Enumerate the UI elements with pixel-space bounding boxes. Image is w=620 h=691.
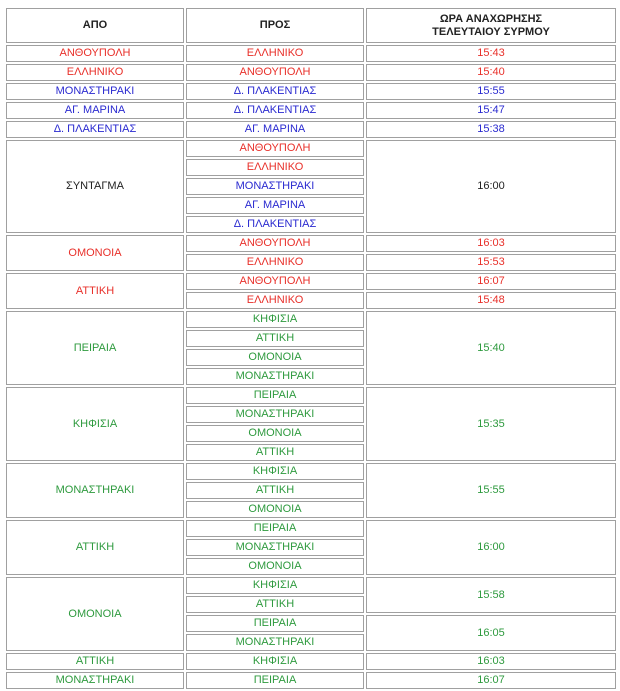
departure-time-cell: 16:07 bbox=[366, 273, 616, 290]
origin-station-cell: ΟΜΟΝΟΙΑ bbox=[6, 577, 184, 651]
destination-station-cell: ΕΛΛΗΝΙΚΟ bbox=[186, 159, 364, 176]
origin-station-cell: ΠΕΙΡΑΙΑ bbox=[6, 311, 184, 385]
destination-station-cell: ΠΕΙΡΑΙΑ bbox=[186, 520, 364, 537]
destination-station-cell: ΑΝΘΟΥΠΟΛΗ bbox=[186, 64, 364, 81]
departure-time-cell: 15:47 bbox=[366, 102, 616, 119]
departure-time-cell: 15:53 bbox=[366, 254, 616, 271]
origin-station-cell: ΑΝΘΟΥΠΟΛΗ bbox=[6, 45, 184, 62]
header-time-line2: ΤΕΛΕΥΤΑΙΟΥ ΣΥΡΜΟΥ bbox=[432, 25, 550, 38]
destination-station-cell: ΑΝΘΟΥΠΟΛΗ bbox=[186, 235, 364, 252]
destination-station-cell: ΑΝΘΟΥΠΟΛΗ bbox=[186, 140, 364, 157]
departure-time-cell: 15:58 bbox=[366, 577, 616, 613]
destination-station-cell: ΟΜΟΝΟΙΑ bbox=[186, 501, 364, 518]
table-row bbox=[6, 672, 616, 689]
table-row bbox=[6, 140, 616, 157]
destination-station-cell: ΚΗΦΙΣΙΑ bbox=[186, 653, 364, 670]
schedule-body bbox=[6, 45, 616, 689]
departure-time-cell: 16:03 bbox=[366, 653, 616, 670]
destination-station-cell: ΚΗΦΙΣΙΑ bbox=[186, 463, 364, 480]
header-from: ΑΠΟ bbox=[6, 8, 184, 43]
destination-station-cell: ΑΤΤΙΚΗ bbox=[186, 444, 364, 461]
destination-station-cell: ΕΛΛΗΝΙΚΟ bbox=[186, 254, 364, 271]
destination-station-cell: ΠΕΙΡΑΙΑ bbox=[186, 387, 364, 404]
departure-time-cell: 16:05 bbox=[366, 615, 616, 651]
origin-station-cell: ΕΛΛΗΝΙΚΟ bbox=[6, 64, 184, 81]
origin-station-cell: ΜΟΝΑΣΤΗΡΑΚΙ bbox=[6, 463, 184, 518]
table-row bbox=[6, 102, 616, 119]
destination-station-cell: ΑΝΘΟΥΠΟΛΗ bbox=[186, 273, 364, 290]
departure-time-cell: 15:43 bbox=[366, 45, 616, 62]
destination-station-cell: Δ. ΠΛΑΚΕΝΤΙΑΣ bbox=[186, 102, 364, 119]
header-row bbox=[6, 8, 616, 43]
departure-time-cell: 15:35 bbox=[366, 387, 616, 461]
destination-station-cell: ΟΜΟΝΟΙΑ bbox=[186, 349, 364, 366]
origin-station-cell: ΣΥΝΤΑΓΜΑ bbox=[6, 140, 184, 233]
table-row bbox=[6, 463, 616, 480]
table-row bbox=[6, 121, 616, 138]
destination-station-cell: ΑΓ. ΜΑΡΙΝΑ bbox=[186, 121, 364, 138]
departure-time-cell: 15:40 bbox=[366, 311, 616, 385]
header-time-line1: ΩΡΑ ΑΝΑΧΩΡΗΣΗΣ bbox=[439, 12, 543, 25]
departure-time-cell: 15:48 bbox=[366, 292, 616, 309]
departure-time-cell: 15:55 bbox=[366, 83, 616, 100]
destination-station-cell: ΑΤΤΙΚΗ bbox=[186, 596, 364, 613]
table-row bbox=[6, 653, 616, 670]
last-train-schedule-table bbox=[4, 6, 618, 691]
departure-time-cell: 16:00 bbox=[366, 520, 616, 575]
destination-station-cell: ΚΗΦΙΣΙΑ bbox=[186, 577, 364, 594]
table-row bbox=[6, 387, 616, 404]
table-row bbox=[6, 577, 616, 594]
departure-time-cell: 16:03 bbox=[366, 235, 616, 252]
destination-station-cell: ΠΕΙΡΑΙΑ bbox=[186, 615, 364, 632]
table-row bbox=[6, 83, 616, 100]
table-row bbox=[6, 273, 616, 290]
destination-station-cell: ΠΕΙΡΑΙΑ bbox=[186, 672, 364, 689]
table-row bbox=[6, 45, 616, 62]
destination-station-cell: ΑΓ. ΜΑΡΙΝΑ bbox=[186, 197, 364, 214]
origin-station-cell: ΑΤΤΙΚΗ bbox=[6, 520, 184, 575]
departure-time-cell: 15:55 bbox=[366, 463, 616, 518]
destination-station-cell: ΕΛΛΗΝΙΚΟ bbox=[186, 292, 364, 309]
table-row bbox=[6, 520, 616, 537]
departure-time-cell: 16:07 bbox=[366, 672, 616, 689]
destination-station-cell: ΟΜΟΝΟΙΑ bbox=[186, 425, 364, 442]
destination-station-cell: ΜΟΝΑΣΤΗΡΑΚΙ bbox=[186, 178, 364, 195]
destination-station-cell: ΑΤΤΙΚΗ bbox=[186, 330, 364, 347]
departure-time-cell: 15:38 bbox=[366, 121, 616, 138]
origin-station-cell: ΑΤΤΙΚΗ bbox=[6, 273, 184, 309]
destination-station-cell: ΟΜΟΝΟΙΑ bbox=[186, 558, 364, 575]
destination-station-cell: Δ. ΠΛΑΚΕΝΤΙΑΣ bbox=[186, 83, 364, 100]
destination-station-cell: Δ. ΠΛΑΚΕΝΤΙΑΣ bbox=[186, 216, 364, 233]
table-row bbox=[6, 311, 616, 328]
destination-station-cell: ΜΟΝΑΣΤΗΡΑΚΙ bbox=[186, 368, 364, 385]
destination-station-cell: ΕΛΛΗΝΙΚΟ bbox=[186, 45, 364, 62]
departure-time-cell: 16:00 bbox=[366, 140, 616, 233]
table-row bbox=[6, 235, 616, 252]
header-departure-time bbox=[366, 8, 616, 43]
destination-station-cell: ΜΟΝΑΣΤΗΡΑΚΙ bbox=[186, 634, 364, 651]
destination-station-cell: ΜΟΝΑΣΤΗΡΑΚΙ bbox=[186, 406, 364, 423]
origin-station-cell: ΑΓ. ΜΑΡΙΝΑ bbox=[6, 102, 184, 119]
destination-station-cell: ΑΤΤΙΚΗ bbox=[186, 482, 364, 499]
table-row bbox=[6, 64, 616, 81]
origin-station-cell: Δ. ΠΛΑΚΕΝΤΙΑΣ bbox=[6, 121, 184, 138]
origin-station-cell: ΟΜΟΝΟΙΑ bbox=[6, 235, 184, 271]
origin-station-cell: ΚΗΦΙΣΙΑ bbox=[6, 387, 184, 461]
destination-station-cell: ΚΗΦΙΣΙΑ bbox=[186, 311, 364, 328]
origin-station-cell: ΜΟΝΑΣΤΗΡΑΚΙ bbox=[6, 83, 184, 100]
destination-station-cell: ΜΟΝΑΣΤΗΡΑΚΙ bbox=[186, 539, 364, 556]
origin-station-cell: ΜΟΝΑΣΤΗΡΑΚΙ bbox=[6, 672, 184, 689]
origin-station-cell: ΑΤΤΙΚΗ bbox=[6, 653, 184, 670]
departure-time-cell: 15:40 bbox=[366, 64, 616, 81]
header-to: ΠΡΟΣ bbox=[186, 8, 364, 43]
